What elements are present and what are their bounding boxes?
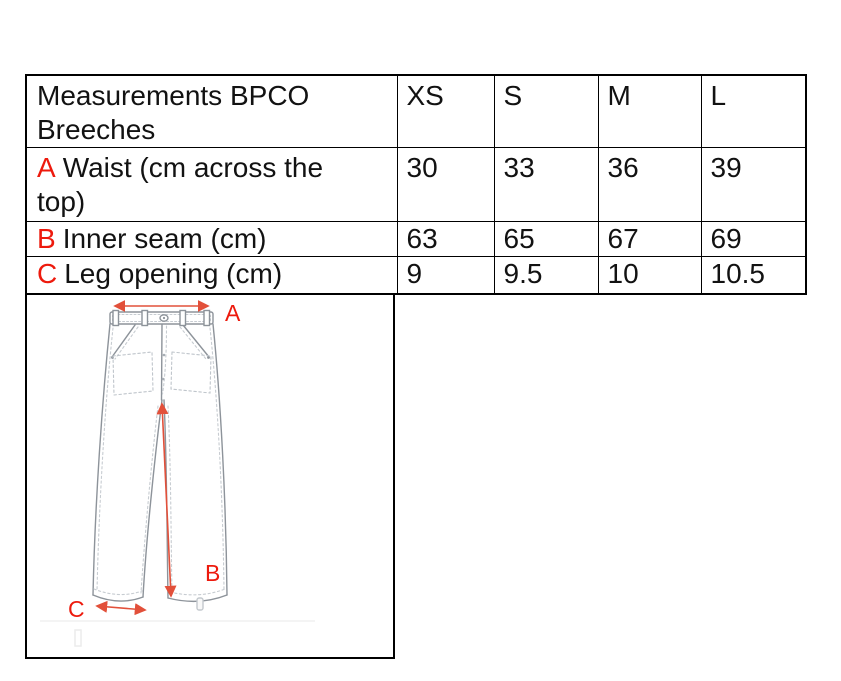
size-table [25, 74, 807, 295]
marker-letter-a: A [37, 152, 56, 183]
cell-seam-xs: 63 [397, 222, 494, 257]
cell-leg-s: 9.5 [494, 257, 598, 294]
cell-seam-m: 67 [598, 222, 701, 257]
size-guide-content [25, 74, 805, 659]
cell-leg-l: 10.5 [701, 257, 806, 294]
row-label-waist [26, 148, 397, 222]
cell-seam-s: 65 [494, 222, 598, 257]
waistband [110, 310, 213, 325]
col-header-l: L [701, 75, 806, 148]
arrow-b-inner-seam [162, 404, 171, 596]
measurement-diagram [25, 293, 395, 659]
cell-waist-l: 39 [701, 148, 806, 222]
cell-waist-xs: 30 [397, 148, 494, 222]
col-header-xs: XS [397, 75, 494, 148]
col-header-s: S [494, 75, 598, 148]
table-row-waist [26, 148, 806, 222]
row-label-text: Waist (cm across the top) [37, 152, 324, 217]
marker-letter-b: B [37, 223, 56, 254]
table-title: Measurements BPCO Breeches [26, 75, 397, 148]
hem-tab [197, 598, 203, 610]
diagram-label-c: C [68, 595, 85, 622]
row-label-text: Leg opening (cm) [64, 258, 283, 289]
arrow-c-leg-opening [97, 606, 145, 610]
table-row-leg-opening [26, 257, 806, 294]
cell-leg-m: 10 [598, 257, 701, 294]
marker-letter-c: C [37, 258, 58, 289]
cell-waist-s: 33 [494, 148, 598, 222]
col-header-m: M [598, 75, 701, 148]
cell-waist-m: 36 [598, 148, 701, 222]
row-label-inner-seam [26, 222, 397, 257]
diagram-label-a: A [225, 299, 241, 326]
row-label-text: Inner seam (cm) [62, 223, 267, 254]
cell-leg-xs: 9 [397, 257, 494, 294]
table-header-row [26, 75, 806, 148]
fly [162, 324, 167, 400]
table-row-inner-seam [26, 222, 806, 257]
slash-pockets [111, 325, 210, 359]
row-label-leg-opening [26, 257, 397, 294]
left-leg [93, 324, 162, 601]
cell-seam-l: 69 [701, 222, 806, 257]
diagram-label-b: B [205, 559, 221, 586]
faint-artifacts [40, 621, 315, 646]
